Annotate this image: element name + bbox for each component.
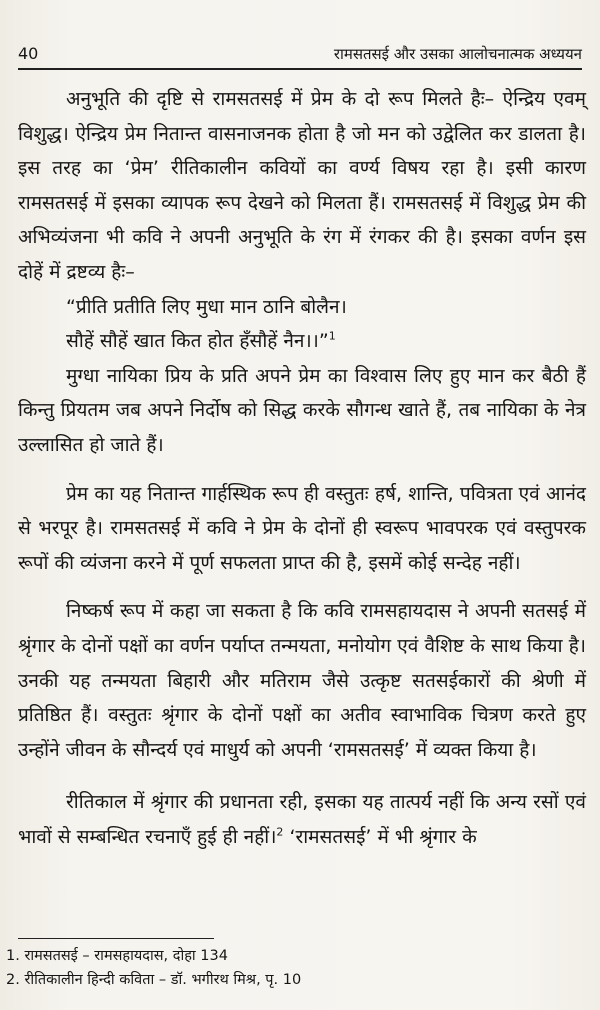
paragraph-1: अनुभूति की दृष्टि से रामसतसई में प्रेम के दो रूप मिलते हैः– ऐन्द्रिय एवम् विशुद्ध। ऐन्द्रिय प्रेम नितान्त वासनाजनक होता है जो मन को उद्वेलित कर डालता है। इस तरह का ‘प्रेम’ रीतिकालीन कवियों का वर्ण्य विषय रहा है। इसी कारण रामसतसई में इसका व्यापक रूप देखने को मिलता हैं। रामसतसई में विशुद्ध प्रेम की अभिव्यंजना भी कवि ने अपनी अनुभूति के रंग में रंगकर की है। इसका वर्णन इस दोहें में द्रष्टव्य हैः–: [18, 88, 586, 283]
body-text: [18, 82, 586, 854]
paragraph-gap: [18, 767, 586, 785]
footnote-2: 2. रीतिकालीन हिन्दी कविता – डॉ. भगीरथ मिश्र, पृ. 10: [6, 972, 302, 988]
paragraph-4: निष्कर्ष रूप में कहा जा सकता है कि कवि रामसहायदास ने अपनी सतसई में श्रृंगार के दोनों पक्षों का वर्णन पर्याप्त तन्मयता, मनोयोग एवं वैशिष्ट के साथ किया है। उनकी यह तन्मयता बिहारी और मतिराम जैसे उत्कृष्ट सतसईकारों की श्रेणी में प्रतिष्ठित हैं। वस्तुतः श्रृंगार के दोनों पक्षों का अतीव स्वाभाविक चित्रण करते हुए उन्होंने जीवन के सौन्दर्य एवं माधुर्य को अपनी ‘रामसतसई’ में व्यक्त किया है।: [18, 600, 586, 761]
paragraph-gap: [18, 463, 586, 477]
footnote-ref-1: 1: [328, 329, 336, 343]
paragraph-5: रीतिकाल में श्रृंगार की प्रधानता रही, इसका यह तात्पर्य नहीं कि अन्य रसों एवं भावों से सम्बन्धित रचनाएँ हुई ही नहीं।$^2$ ‘रामसतसई’ में भी श्रृंगार के: [18, 791, 586, 848]
footnote-ref-2: 2: [276, 825, 284, 839]
doha-line-1: “प्रीति प्रतीति लिए मुधा मान ठानि बोलैन।: [66, 295, 347, 318]
doha-quote: [18, 290, 586, 359]
footnote-rule: [18, 938, 214, 939]
header-rule: [18, 68, 582, 70]
paragraph-gap: [18, 580, 586, 594]
page-number: 40: [18, 44, 39, 63]
running-title: रामसतसई और उसका आलोचनात्मक अध्ययन: [333, 45, 582, 63]
footnotes: [6, 944, 586, 992]
doha-line-2: सौहें सौहें खात कित होत हँसौहें नैन।।”$^1$: [66, 329, 336, 353]
footnote-1: 1. रामसतसई – रामसहायदास, दोहा 134: [6, 948, 228, 964]
paragraph-3: प्रेम का यह नितान्त गार्हस्थिक रूप ही वस्तुतः हर्ष, शान्ति, पवित्रता एवं आनंद से भरपूर है। रामसतसई में कवि ने प्रेम के दोनों ही स्वरूप भावपरक एवं वस्तुपरक रूपों की व्यंजना करने में पूर्ण सफलता प्राप्त की है, इसमें कोई सन्देह नहीं।: [18, 482, 586, 574]
paragraph-2: मुग्धा नायिका प्रिय के प्रति अपने प्रेम का विश्वास लिए हुए मान कर बैठी हैं किन्तु प्रियतम जब अपने निर्दोष को सिद्ध करके सौगन्ध खाते हैं, तब नायिका के नेत्र उल्लासित हो जाते हैं।: [18, 364, 586, 456]
page-header: [18, 38, 582, 70]
